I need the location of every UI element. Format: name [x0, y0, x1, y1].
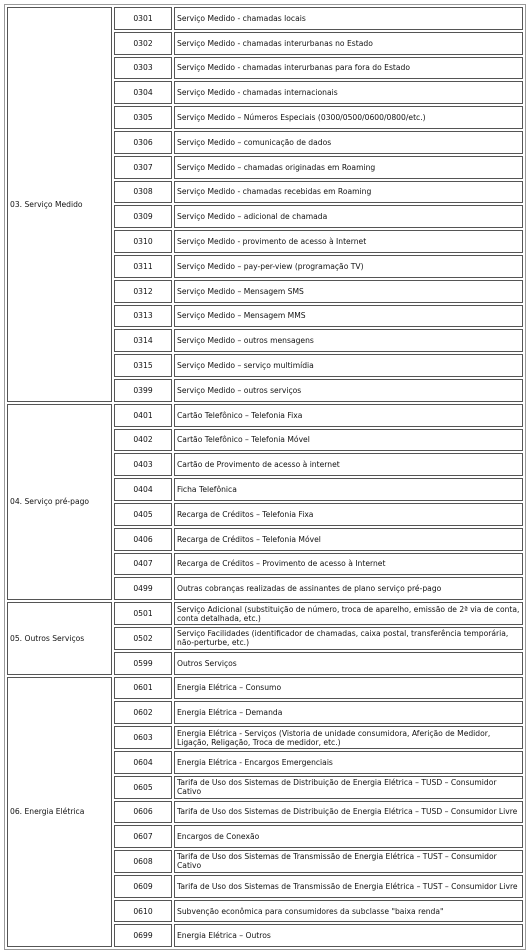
description-cell: Encargos de Conexão [174, 825, 523, 848]
code-cell: 0315 [114, 354, 172, 377]
table-row [7, 677, 523, 700]
code-cell: 0605 [114, 776, 172, 799]
description-cell: Serviço Medido – adicional de chamada [174, 205, 523, 228]
description-cell: Serviço Medido – Mensagem SMS [174, 280, 523, 303]
description-cell: Serviço Medido - chamadas interurbanas no Estado [174, 32, 523, 55]
description-cell: Tarifa de Uso dos Sistemas de Transmissão de Energia Elétrica – TUST – Consumidor Livre [174, 875, 523, 898]
code-cell: 0501 [114, 602, 172, 625]
code-cell: 0602 [114, 701, 172, 724]
code-cell: 0407 [114, 553, 172, 576]
description-cell: Cartão de Provimento de acesso à internet [174, 453, 523, 476]
code-cell: 0305 [114, 106, 172, 129]
description-cell: Outros Serviços [174, 652, 523, 675]
group-label: 05. Outros Serviços [7, 602, 112, 674]
service-code-table [4, 4, 526, 950]
description-cell: Tarifa de Uso dos Sistemas de Distribuição de Energia Elétrica – TUSD – Consumidor Cativo [174, 776, 523, 799]
code-cell: 0403 [114, 453, 172, 476]
description-cell: Serviço Medido – outros serviços [174, 379, 523, 402]
code-cell: 0401 [114, 404, 172, 427]
code-cell: 0405 [114, 503, 172, 526]
description-cell: Energia Elétrica – Consumo [174, 677, 523, 700]
code-cell: 0609 [114, 875, 172, 898]
code-cell: 0314 [114, 329, 172, 352]
description-cell: Serviço Medido – chamadas originadas em Roaming [174, 156, 523, 179]
description-cell: Serviço Facilidades (identificador de chamadas, caixa postal, transferência temporária, não-perturbe, etc.) [174, 627, 523, 650]
description-cell: Energia Elétrica – Outros [174, 924, 523, 947]
code-cell: 0303 [114, 57, 172, 80]
code-cell: 0606 [114, 801, 172, 824]
description-cell: Serviço Medido - chamadas internacionais [174, 81, 523, 104]
description-cell: Energia Elétrica - Serviços (Vistoria de unidade consumidora, Aferição de Medidor, Ligação, Religação, Troca de medidor, etc.) [174, 726, 523, 749]
code-cell: 0604 [114, 751, 172, 774]
description-cell: Cartão Telefônico – Telefonia Fixa [174, 404, 523, 427]
description-cell: Subvenção econômica para consumidores da subclasse "baixa renda" [174, 900, 523, 923]
description-cell: Serviço Medido – comunicação de dados [174, 131, 523, 154]
table-body [7, 7, 523, 947]
group-label: 06. Energia Elétrica [7, 677, 112, 948]
code-cell: 0306 [114, 131, 172, 154]
code-cell: 0309 [114, 205, 172, 228]
description-cell: Serviço Medido - chamadas locais [174, 7, 523, 30]
description-cell: Energia Elétrica – Demanda [174, 701, 523, 724]
code-cell: 0699 [114, 924, 172, 947]
code-cell: 0304 [114, 81, 172, 104]
description-cell: Serviço Adicional (substituição de número, troca de aparelho, emissão de 2ª via de conta, conta detalhada, etc.) [174, 602, 523, 625]
description-cell: Serviço Medido - chamadas interurbanas para fora do Estado [174, 57, 523, 80]
code-cell: 0312 [114, 280, 172, 303]
code-cell: 0313 [114, 305, 172, 328]
table-row [7, 404, 523, 427]
code-cell: 0310 [114, 230, 172, 253]
code-cell: 0404 [114, 478, 172, 501]
description-cell: Ficha Telefônica [174, 478, 523, 501]
description-cell: Outras cobranças realizadas de assinantes de plano serviço pré-pago [174, 577, 523, 600]
code-cell: 0399 [114, 379, 172, 402]
description-cell: Serviço Medido – Mensagem MMS [174, 305, 523, 328]
group-label: 03. Serviço Medido [7, 7, 112, 402]
description-cell: Tarifa de Uso dos Sistemas de Distribuição de Energia Elétrica – TUSD – Consumidor Livre [174, 801, 523, 824]
code-cell: 0301 [114, 7, 172, 30]
description-cell: Recarga de Créditos – Telefonia Fixa [174, 503, 523, 526]
description-cell: Serviço Medido – serviço multimídia [174, 354, 523, 377]
code-cell: 0608 [114, 850, 172, 873]
description-cell: Serviço Medido – Números Especiais (0300/0500/0600/0800/etc.) [174, 106, 523, 129]
code-cell: 0308 [114, 181, 172, 204]
code-cell: 0311 [114, 255, 172, 278]
group-label: 04. Serviço pré-pago [7, 404, 112, 600]
code-cell: 0302 [114, 32, 172, 55]
description-cell: Serviço Medido – pay-per-view (programação TV) [174, 255, 523, 278]
description-cell: Recarga de Créditos – Provimento de acesso à Internet [174, 553, 523, 576]
code-cell: 0499 [114, 577, 172, 600]
description-cell: Energia Elétrica - Encargos Emergenciais [174, 751, 523, 774]
code-cell: 0601 [114, 677, 172, 700]
description-cell: Serviço Medido - chamadas recebidas em Roaming [174, 181, 523, 204]
description-cell: Serviço Medido - provimento de acesso à Internet [174, 230, 523, 253]
code-cell: 0502 [114, 627, 172, 650]
code-cell: 0402 [114, 429, 172, 452]
table-row [7, 602, 523, 625]
code-cell: 0610 [114, 900, 172, 923]
description-cell: Recarga de Créditos – Telefonia Móvel [174, 528, 523, 551]
description-cell: Cartão Telefônico – Telefonia Móvel [174, 429, 523, 452]
code-cell: 0406 [114, 528, 172, 551]
table-row [7, 7, 523, 30]
code-cell: 0599 [114, 652, 172, 675]
code-cell: 0607 [114, 825, 172, 848]
description-cell: Serviço Medido – outros mensagens [174, 329, 523, 352]
code-cell: 0307 [114, 156, 172, 179]
description-cell: Tarifa de Uso dos Sistemas de Transmissão de Energia Elétrica – TUST – Consumidor Cativo [174, 850, 523, 873]
code-cell: 0603 [114, 726, 172, 749]
